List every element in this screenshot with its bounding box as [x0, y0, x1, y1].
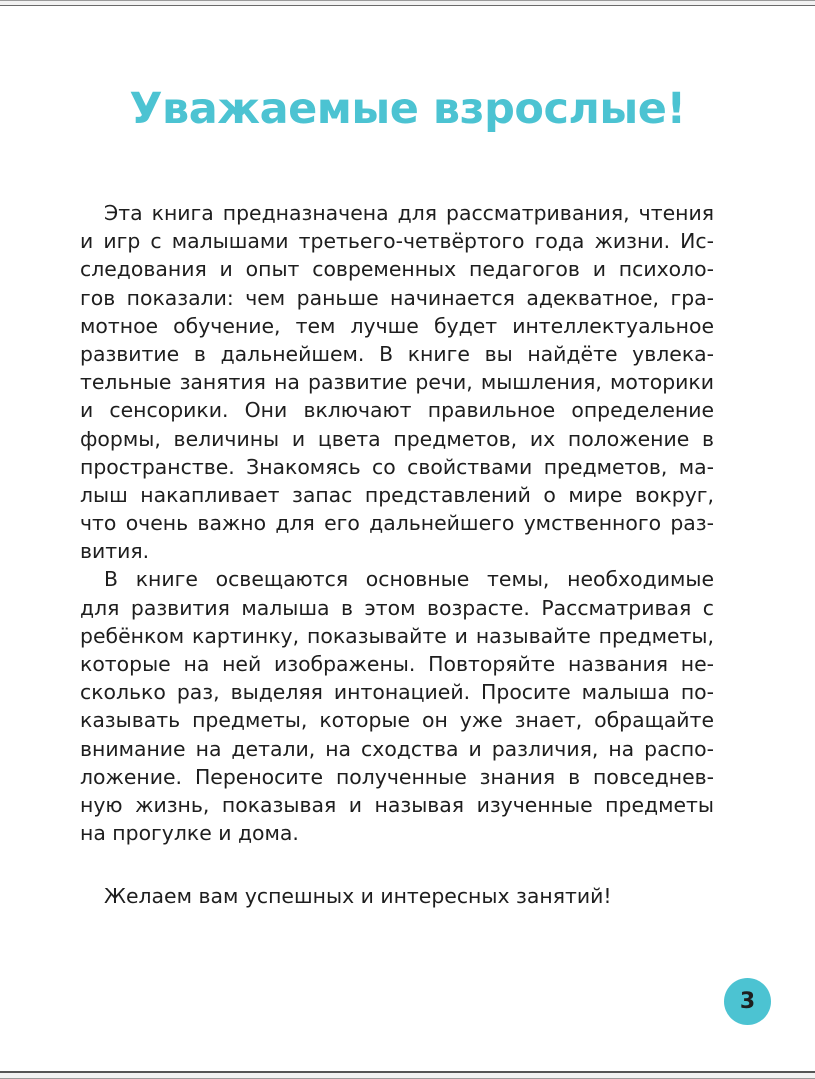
text-line: что очень важно для его дальнейшего умственного раз- [80, 511, 714, 536]
text-line: В книге освещаются основные темы, необходимые [104, 567, 714, 592]
page-title: Уважаемые взрослые! [129, 84, 686, 134]
text-line: ложение. Переносите полученные знания в повседнев- [80, 764, 714, 789]
body-text [80, 199, 714, 847]
text-line: следования и опыт современных педагогов и психоло- [80, 257, 714, 282]
text-line: и игр с малышами третьего-четвёртого года жизни. Ис- [80, 229, 714, 254]
text-line: пространстве. Знакомясь со свойствами предметов, ма- [80, 454, 714, 479]
text-line: гов показали: чем раньше начинается адекватное, гра- [80, 285, 714, 310]
page-frame-bottom [0, 1071, 815, 1079]
text-line: мотное обучение, тем лучше будет интеллектуальное [80, 313, 714, 338]
text-line: которые на ней изображены. Повторяйте названия не- [80, 652, 714, 676]
text-line: на прогулке и дома. [80, 821, 299, 846]
text-line: Эта книга предназначена для рассматривания, чтения [104, 201, 714, 225]
text-line: вития. [80, 539, 150, 564]
text-line: внимание на детали, на сходства и различия, на распо- [80, 736, 714, 761]
text-line: казывать предметы, которые он уже знает, обращайте [80, 708, 714, 733]
text-line: сколько раз, выделяя интонацией. Просите малыша по- [80, 680, 714, 705]
text-line: ную жизнь, показывая и называя изученные предметы [80, 792, 714, 817]
text-line: ребёнком картинку, показывайте и называйте предметы, [80, 623, 714, 648]
page-number-badge [724, 978, 771, 1025]
page-number: 3 [739, 989, 756, 1014]
closing-line: Желаем вам успешных и интересных занятий! [104, 884, 612, 908]
text-line: тельные занятия на развитие речи, мышления, моторики [80, 370, 714, 395]
text-line: для развития малыша в этом возрасте. Рассматривая с [80, 595, 714, 620]
text-line: и сенсорики. Они включают правильное определение [80, 398, 714, 423]
text-line: формы, величины и цвета предметов, их положение в [80, 426, 714, 451]
page-frame-top [0, 0, 815, 6]
text-line: развитие в дальнейшем. В книге вы найдёте увлека- [80, 341, 714, 366]
text-line: лыш накапливает запас представлений о мире вокруг, [80, 482, 714, 507]
